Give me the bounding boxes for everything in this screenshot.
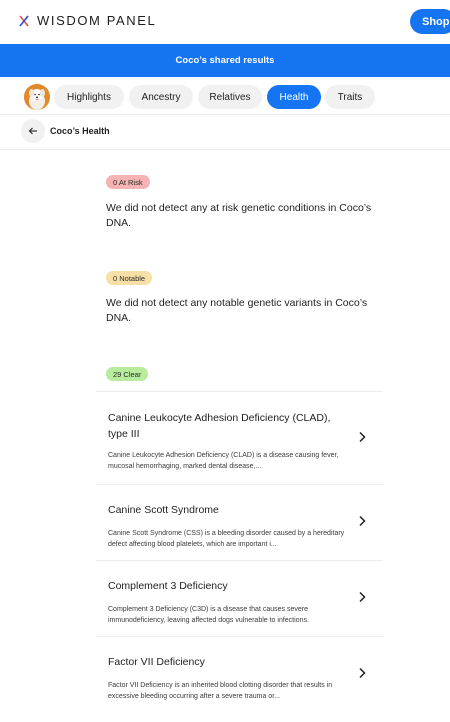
chevron-right-icon <box>357 515 367 527</box>
tab-highlights[interactable]: Highlights <box>54 85 124 109</box>
shop-button[interactable]: Shop <box>410 9 450 34</box>
page-title: Coco’s Health <box>50 126 110 136</box>
condition-description: Canine Leukocyte Adhesion Deficiency (CLAD) is a disease causing fever, mucosal hemorrhaging, marked dental disease,... <box>108 452 339 470</box>
chevron-right-icon <box>357 667 367 679</box>
at-risk-badge: 0 At Risk <box>106 175 150 189</box>
shared-results-banner: Coco’s shared results <box>0 44 450 77</box>
brand-logo[interactable] <box>19 13 156 28</box>
condition-description: Factor VII Deficiency is an inherited blood clotting disorder that results in excessive bleeding occurring after a severe trauma or... <box>108 682 333 700</box>
wisdom-panel-logo-icon <box>19 15 29 27</box>
condition-title: Factor VII Deficiency <box>108 656 205 668</box>
arrow-left-icon <box>28 126 38 136</box>
condition-item-scott-syndrome[interactable] <box>96 484 383 560</box>
chevron-right-icon <box>357 591 367 603</box>
tab-ancestry[interactable]: Ancestry <box>129 85 193 109</box>
clear-badge: 29 Clear <box>106 367 148 381</box>
at-risk-summary: We did not detect any at risk genetic conditions in Coco’s DNA. <box>106 202 372 229</box>
condition-item-clad[interactable] <box>96 391 383 484</box>
condition-title: Complement 3 Deficiency <box>108 580 228 592</box>
condition-title: Canine Leukocyte Adhesion Deficiency (CLAD), type III <box>108 412 331 440</box>
condition-item-factor-vii[interactable] <box>96 636 383 722</box>
brand-name: WISDOM PANEL <box>37 13 157 28</box>
dog-avatar <box>24 84 50 110</box>
notable-summary: We did not detect any notable genetic variants in Coco’s DNA. <box>106 297 368 324</box>
dog-photo-icon <box>24 84 50 110</box>
tab-relatives[interactable]: Relatives <box>198 85 262 109</box>
tab-health[interactable]: Health <box>267 85 321 109</box>
condition-item-complement-3[interactable] <box>96 560 383 636</box>
notable-badge: 0 Notable <box>106 271 152 285</box>
condition-description: Canine Scott Syndrome (CSS) is a bleeding disorder caused by a hereditary defect affecting blood platelets, which are important i... <box>108 530 345 548</box>
top-header <box>0 0 450 44</box>
condition-title: Canine Scott Syndrome <box>108 504 219 516</box>
condition-description: Complement 3 Deficiency (C3D) is a disease that causes severe immunodeficiency, leaving affected dogs vulnerable to infections. <box>108 606 309 624</box>
tab-traits[interactable]: Traits <box>325 85 375 109</box>
chevron-right-icon <box>357 431 367 443</box>
back-button[interactable] <box>21 119 45 143</box>
